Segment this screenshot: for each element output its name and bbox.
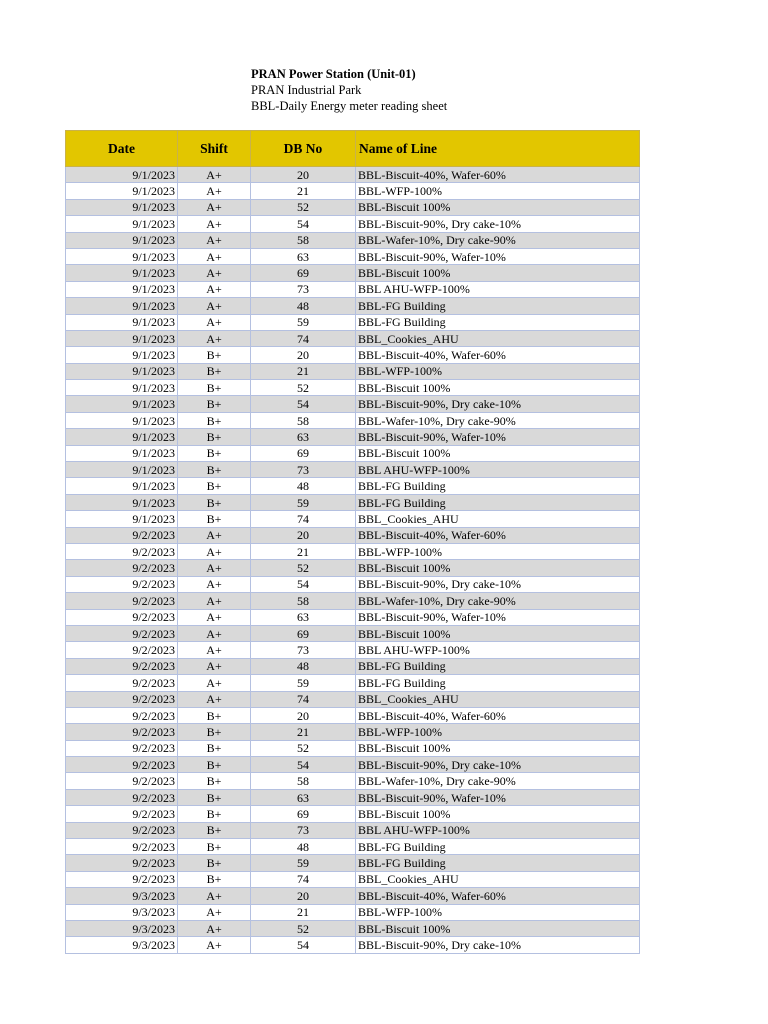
cell-shift: A+ (178, 167, 251, 183)
column-header-db-no: DB No (251, 131, 356, 167)
cell-date: 9/2/2023 (66, 625, 178, 641)
cell-date: 9/1/2023 (66, 232, 178, 248)
cell-date: 9/1/2023 (66, 248, 178, 264)
cell-shift: A+ (178, 658, 251, 674)
cell-shift: A+ (178, 642, 251, 658)
column-header-name-of-line: Name of Line (356, 131, 640, 167)
table-header-row (66, 131, 640, 167)
cell-db-no: 63 (251, 248, 356, 264)
cell-date: 9/1/2023 (66, 183, 178, 199)
cell-shift: A+ (178, 298, 251, 314)
cell-date: 9/2/2023 (66, 822, 178, 838)
cell-date: 9/2/2023 (66, 871, 178, 887)
cell-date: 9/1/2023 (66, 412, 178, 428)
table-row (66, 871, 640, 887)
cell-shift: A+ (178, 609, 251, 625)
cell-name-of-line: BBL-FG Building (356, 675, 640, 691)
cell-db-no: 58 (251, 773, 356, 789)
cell-shift: A+ (178, 888, 251, 904)
cell-name-of-line: BBL-FG Building (356, 314, 640, 330)
cell-date: 9/2/2023 (66, 642, 178, 658)
table-row (66, 494, 640, 510)
cell-shift: B+ (178, 478, 251, 494)
cell-shift: B+ (178, 412, 251, 428)
cell-name-of-line: BBL-Biscuit-40%, Wafer-60% (356, 527, 640, 543)
cell-db-no: 20 (251, 527, 356, 543)
cell-shift: A+ (178, 281, 251, 297)
table-row (66, 511, 640, 527)
table-row (66, 363, 640, 379)
table-row (66, 232, 640, 248)
cell-db-no: 48 (251, 478, 356, 494)
cell-db-no: 48 (251, 839, 356, 855)
cell-date: 9/1/2023 (66, 265, 178, 281)
cell-db-no: 69 (251, 265, 356, 281)
cell-shift: A+ (178, 593, 251, 609)
table-row (66, 560, 640, 576)
table-row (66, 888, 640, 904)
cell-shift: B+ (178, 839, 251, 855)
cell-db-no: 20 (251, 347, 356, 363)
cell-name-of-line: BBL-WFP-100% (356, 183, 640, 199)
cell-date: 9/1/2023 (66, 380, 178, 396)
cell-date: 9/1/2023 (66, 429, 178, 445)
table-row (66, 576, 640, 592)
cell-date: 9/2/2023 (66, 576, 178, 592)
cell-shift: B+ (178, 789, 251, 805)
table-row (66, 609, 640, 625)
table-row (66, 691, 640, 707)
cell-date: 9/2/2023 (66, 789, 178, 805)
table-row (66, 216, 640, 232)
cell-name-of-line: BBL-FG Building (356, 658, 640, 674)
cell-db-no: 74 (251, 330, 356, 346)
cell-db-no: 59 (251, 494, 356, 510)
table-row (66, 347, 640, 363)
cell-date: 9/2/2023 (66, 527, 178, 543)
cell-date: 9/1/2023 (66, 445, 178, 461)
cell-date: 9/2/2023 (66, 757, 178, 773)
cell-shift: A+ (178, 216, 251, 232)
cell-name-of-line: BBL-FG Building (356, 478, 640, 494)
cell-db-no: 54 (251, 757, 356, 773)
table-row (66, 806, 640, 822)
cell-shift: A+ (178, 265, 251, 281)
cell-date: 9/1/2023 (66, 462, 178, 478)
cell-name-of-line: BBL-Biscuit 100% (356, 199, 640, 215)
column-header-shift: Shift (178, 131, 251, 167)
cell-db-no: 69 (251, 625, 356, 641)
cell-date: 9/2/2023 (66, 675, 178, 691)
cell-db-no: 74 (251, 871, 356, 887)
table-row (66, 199, 640, 215)
cell-db-no: 58 (251, 232, 356, 248)
table-row (66, 822, 640, 838)
cell-shift: A+ (178, 330, 251, 346)
cell-shift: B+ (178, 429, 251, 445)
cell-date: 9/1/2023 (66, 298, 178, 314)
cell-db-no: 21 (251, 724, 356, 740)
table-body (66, 167, 640, 954)
sheet-name: BBL-Daily Energy meter reading sheet (251, 99, 448, 113)
cell-shift: B+ (178, 740, 251, 756)
cell-date: 9/2/2023 (66, 560, 178, 576)
cell-name-of-line: BBL-Biscuit 100% (356, 740, 640, 756)
cell-name-of-line: BBL-Biscuit-90%, Wafer-10% (356, 609, 640, 625)
cell-db-no: 54 (251, 216, 356, 232)
cell-db-no: 69 (251, 806, 356, 822)
cell-name-of-line: BBL-Biscuit-90%, Wafer-10% (356, 248, 640, 264)
cell-date: 9/1/2023 (66, 167, 178, 183)
table-row (66, 527, 640, 543)
cell-date: 9/1/2023 (66, 363, 178, 379)
cell-db-no: 21 (251, 183, 356, 199)
cell-name-of-line: BBL-FG Building (356, 839, 640, 855)
cell-shift: A+ (178, 248, 251, 264)
table-row (66, 298, 640, 314)
cell-db-no: 59 (251, 855, 356, 871)
cell-date: 9/1/2023 (66, 216, 178, 232)
cell-shift: B+ (178, 363, 251, 379)
cell-db-no: 20 (251, 707, 356, 723)
sheet-subtitle: PRAN Industrial Park (251, 83, 362, 97)
cell-name-of-line: BBL-Biscuit-40%, Wafer-60% (356, 347, 640, 363)
cell-name-of-line: BBL-Biscuit-40%, Wafer-60% (356, 167, 640, 183)
table-row (66, 462, 640, 478)
cell-shift: B+ (178, 757, 251, 773)
cell-db-no: 21 (251, 543, 356, 559)
cell-date: 9/2/2023 (66, 773, 178, 789)
cell-db-no: 52 (251, 380, 356, 396)
cell-shift: B+ (178, 511, 251, 527)
table-row (66, 248, 640, 264)
column-header-date: Date (66, 131, 178, 167)
cell-date: 9/2/2023 (66, 691, 178, 707)
cell-db-no: 52 (251, 740, 356, 756)
cell-shift: B+ (178, 855, 251, 871)
table-row (66, 904, 640, 920)
cell-db-no: 59 (251, 675, 356, 691)
cell-name-of-line: BBL-WFP-100% (356, 724, 640, 740)
cell-date: 9/2/2023 (66, 839, 178, 855)
cell-date: 9/3/2023 (66, 937, 178, 953)
cell-name-of-line: BBL-Biscuit-90%, Dry cake-10% (356, 576, 640, 592)
cell-db-no: 73 (251, 642, 356, 658)
cell-name-of-line: BBL_Cookies_AHU (356, 691, 640, 707)
cell-name-of-line: BBL-Biscuit-90%, Dry cake-10% (356, 757, 640, 773)
cell-date: 9/2/2023 (66, 740, 178, 756)
cell-db-no: 58 (251, 412, 356, 428)
cell-name-of-line: BBL AHU-WFP-100% (356, 462, 640, 478)
cell-name-of-line: BBL_Cookies_AHU (356, 330, 640, 346)
cell-shift: A+ (178, 199, 251, 215)
table-row (66, 183, 640, 199)
cell-name-of-line: BBL-WFP-100% (356, 543, 640, 559)
table-row (66, 740, 640, 756)
cell-name-of-line: BBL-Wafer-10%, Dry cake-90% (356, 773, 640, 789)
cell-db-no: 20 (251, 888, 356, 904)
cell-shift: A+ (178, 560, 251, 576)
energy-meter-table (65, 130, 640, 954)
cell-date: 9/2/2023 (66, 724, 178, 740)
cell-db-no: 73 (251, 462, 356, 478)
cell-date: 9/2/2023 (66, 609, 178, 625)
cell-name-of-line: BBL-FG Building (356, 855, 640, 871)
table-row (66, 380, 640, 396)
cell-shift: A+ (178, 920, 251, 936)
cell-name-of-line: BBL-Biscuit 100% (356, 445, 640, 461)
cell-shift: B+ (178, 707, 251, 723)
cell-name-of-line: BBL-Wafer-10%, Dry cake-90% (356, 412, 640, 428)
cell-date: 9/2/2023 (66, 543, 178, 559)
cell-name-of-line: BBL-WFP-100% (356, 363, 640, 379)
cell-date: 9/1/2023 (66, 478, 178, 494)
table-row (66, 789, 640, 805)
cell-name-of-line: BBL-Biscuit-90%, Wafer-10% (356, 429, 640, 445)
cell-db-no: 74 (251, 511, 356, 527)
cell-shift: A+ (178, 937, 251, 953)
cell-name-of-line: BBL AHU-WFP-100% (356, 281, 640, 297)
table-row (66, 707, 640, 723)
cell-db-no: 52 (251, 920, 356, 936)
cell-db-no: 54 (251, 937, 356, 953)
cell-name-of-line: BBL-Biscuit 100% (356, 806, 640, 822)
cell-shift: B+ (178, 396, 251, 412)
table-row (66, 593, 640, 609)
cell-shift: A+ (178, 625, 251, 641)
cell-date: 9/1/2023 (66, 347, 178, 363)
cell-db-no: 21 (251, 904, 356, 920)
cell-date: 9/2/2023 (66, 658, 178, 674)
cell-db-no: 59 (251, 314, 356, 330)
cell-shift: B+ (178, 822, 251, 838)
cell-name-of-line: BBL-Biscuit-90%, Dry cake-10% (356, 937, 640, 953)
cell-db-no: 48 (251, 658, 356, 674)
cell-db-no: 73 (251, 822, 356, 838)
table-row (66, 625, 640, 641)
cell-name-of-line: BBL-Biscuit-90%, Wafer-10% (356, 789, 640, 805)
cell-name-of-line: BBL-Wafer-10%, Dry cake-90% (356, 593, 640, 609)
cell-name-of-line: BBL-FG Building (356, 494, 640, 510)
table-row (66, 937, 640, 953)
cell-db-no: 54 (251, 396, 356, 412)
cell-shift: B+ (178, 494, 251, 510)
table-row (66, 642, 640, 658)
cell-shift: B+ (178, 347, 251, 363)
cell-shift: A+ (178, 904, 251, 920)
table-row (66, 167, 640, 183)
table-row (66, 429, 640, 445)
cell-db-no: 73 (251, 281, 356, 297)
table-row (66, 330, 640, 346)
table-row (66, 920, 640, 936)
table-row (66, 478, 640, 494)
cell-db-no: 21 (251, 363, 356, 379)
cell-db-no: 58 (251, 593, 356, 609)
cell-db-no: 63 (251, 789, 356, 805)
cell-shift: A+ (178, 314, 251, 330)
cell-shift: A+ (178, 576, 251, 592)
cell-shift: B+ (178, 724, 251, 740)
cell-name-of-line: BBL-Biscuit 100% (356, 920, 640, 936)
table-row (66, 412, 640, 428)
cell-db-no: 63 (251, 609, 356, 625)
table-row (66, 658, 640, 674)
cell-db-no: 63 (251, 429, 356, 445)
cell-name-of-line: BBL-Biscuit 100% (356, 380, 640, 396)
cell-date: 9/2/2023 (66, 855, 178, 871)
table-row (66, 839, 640, 855)
cell-date: 9/1/2023 (66, 396, 178, 412)
table-row (66, 773, 640, 789)
table-row (66, 281, 640, 297)
cell-shift: B+ (178, 773, 251, 789)
cell-name-of-line: BBL_Cookies_AHU (356, 511, 640, 527)
cell-shift: A+ (178, 183, 251, 199)
table-row (66, 265, 640, 281)
cell-shift: B+ (178, 445, 251, 461)
table-row (66, 445, 640, 461)
cell-date: 9/1/2023 (66, 281, 178, 297)
cell-name-of-line: BBL-WFP-100% (356, 904, 640, 920)
cell-date: 9/2/2023 (66, 806, 178, 822)
cell-date: 9/1/2023 (66, 199, 178, 215)
cell-name-of-line: BBL-FG Building (356, 298, 640, 314)
cell-date: 9/2/2023 (66, 593, 178, 609)
cell-name-of-line: BBL AHU-WFP-100% (356, 822, 640, 838)
cell-db-no: 52 (251, 560, 356, 576)
cell-date: 9/3/2023 (66, 904, 178, 920)
table-row (66, 855, 640, 871)
cell-shift: B+ (178, 462, 251, 478)
cell-db-no: 48 (251, 298, 356, 314)
cell-name-of-line: BBL-Biscuit-90%, Dry cake-10% (356, 396, 640, 412)
table-row (66, 724, 640, 740)
cell-name-of-line: BBL AHU-WFP-100% (356, 642, 640, 658)
cell-shift: B+ (178, 380, 251, 396)
cell-db-no: 74 (251, 691, 356, 707)
cell-shift: A+ (178, 527, 251, 543)
table-row (66, 757, 640, 773)
cell-date: 9/1/2023 (66, 511, 178, 527)
cell-shift: B+ (178, 871, 251, 887)
cell-name-of-line: BBL_Cookies_AHU (356, 871, 640, 887)
cell-name-of-line: BBL-Biscuit-90%, Dry cake-10% (356, 216, 640, 232)
cell-db-no: 52 (251, 199, 356, 215)
cell-date: 9/3/2023 (66, 920, 178, 936)
cell-db-no: 54 (251, 576, 356, 592)
table-row (66, 543, 640, 559)
cell-name-of-line: BBL-Biscuit 100% (356, 560, 640, 576)
cell-date: 9/1/2023 (66, 330, 178, 346)
sheet-title: PRAN Power Station (Unit-01) (251, 67, 416, 81)
cell-name-of-line: BBL-Biscuit 100% (356, 625, 640, 641)
table-row (66, 675, 640, 691)
cell-db-no: 69 (251, 445, 356, 461)
cell-name-of-line: BBL-Biscuit-40%, Wafer-60% (356, 888, 640, 904)
cell-shift: A+ (178, 691, 251, 707)
cell-shift: B+ (178, 806, 251, 822)
cell-name-of-line: BBL-Biscuit-40%, Wafer-60% (356, 707, 640, 723)
cell-db-no: 20 (251, 167, 356, 183)
cell-date: 9/3/2023 (66, 888, 178, 904)
table-row (66, 314, 640, 330)
cell-shift: A+ (178, 675, 251, 691)
table-row (66, 396, 640, 412)
cell-date: 9/1/2023 (66, 314, 178, 330)
cell-date: 9/1/2023 (66, 494, 178, 510)
cell-name-of-line: BBL-Wafer-10%, Dry cake-90% (356, 232, 640, 248)
cell-date: 9/2/2023 (66, 707, 178, 723)
cell-shift: A+ (178, 232, 251, 248)
cell-name-of-line: BBL-Biscuit 100% (356, 265, 640, 281)
cell-shift: A+ (178, 543, 251, 559)
